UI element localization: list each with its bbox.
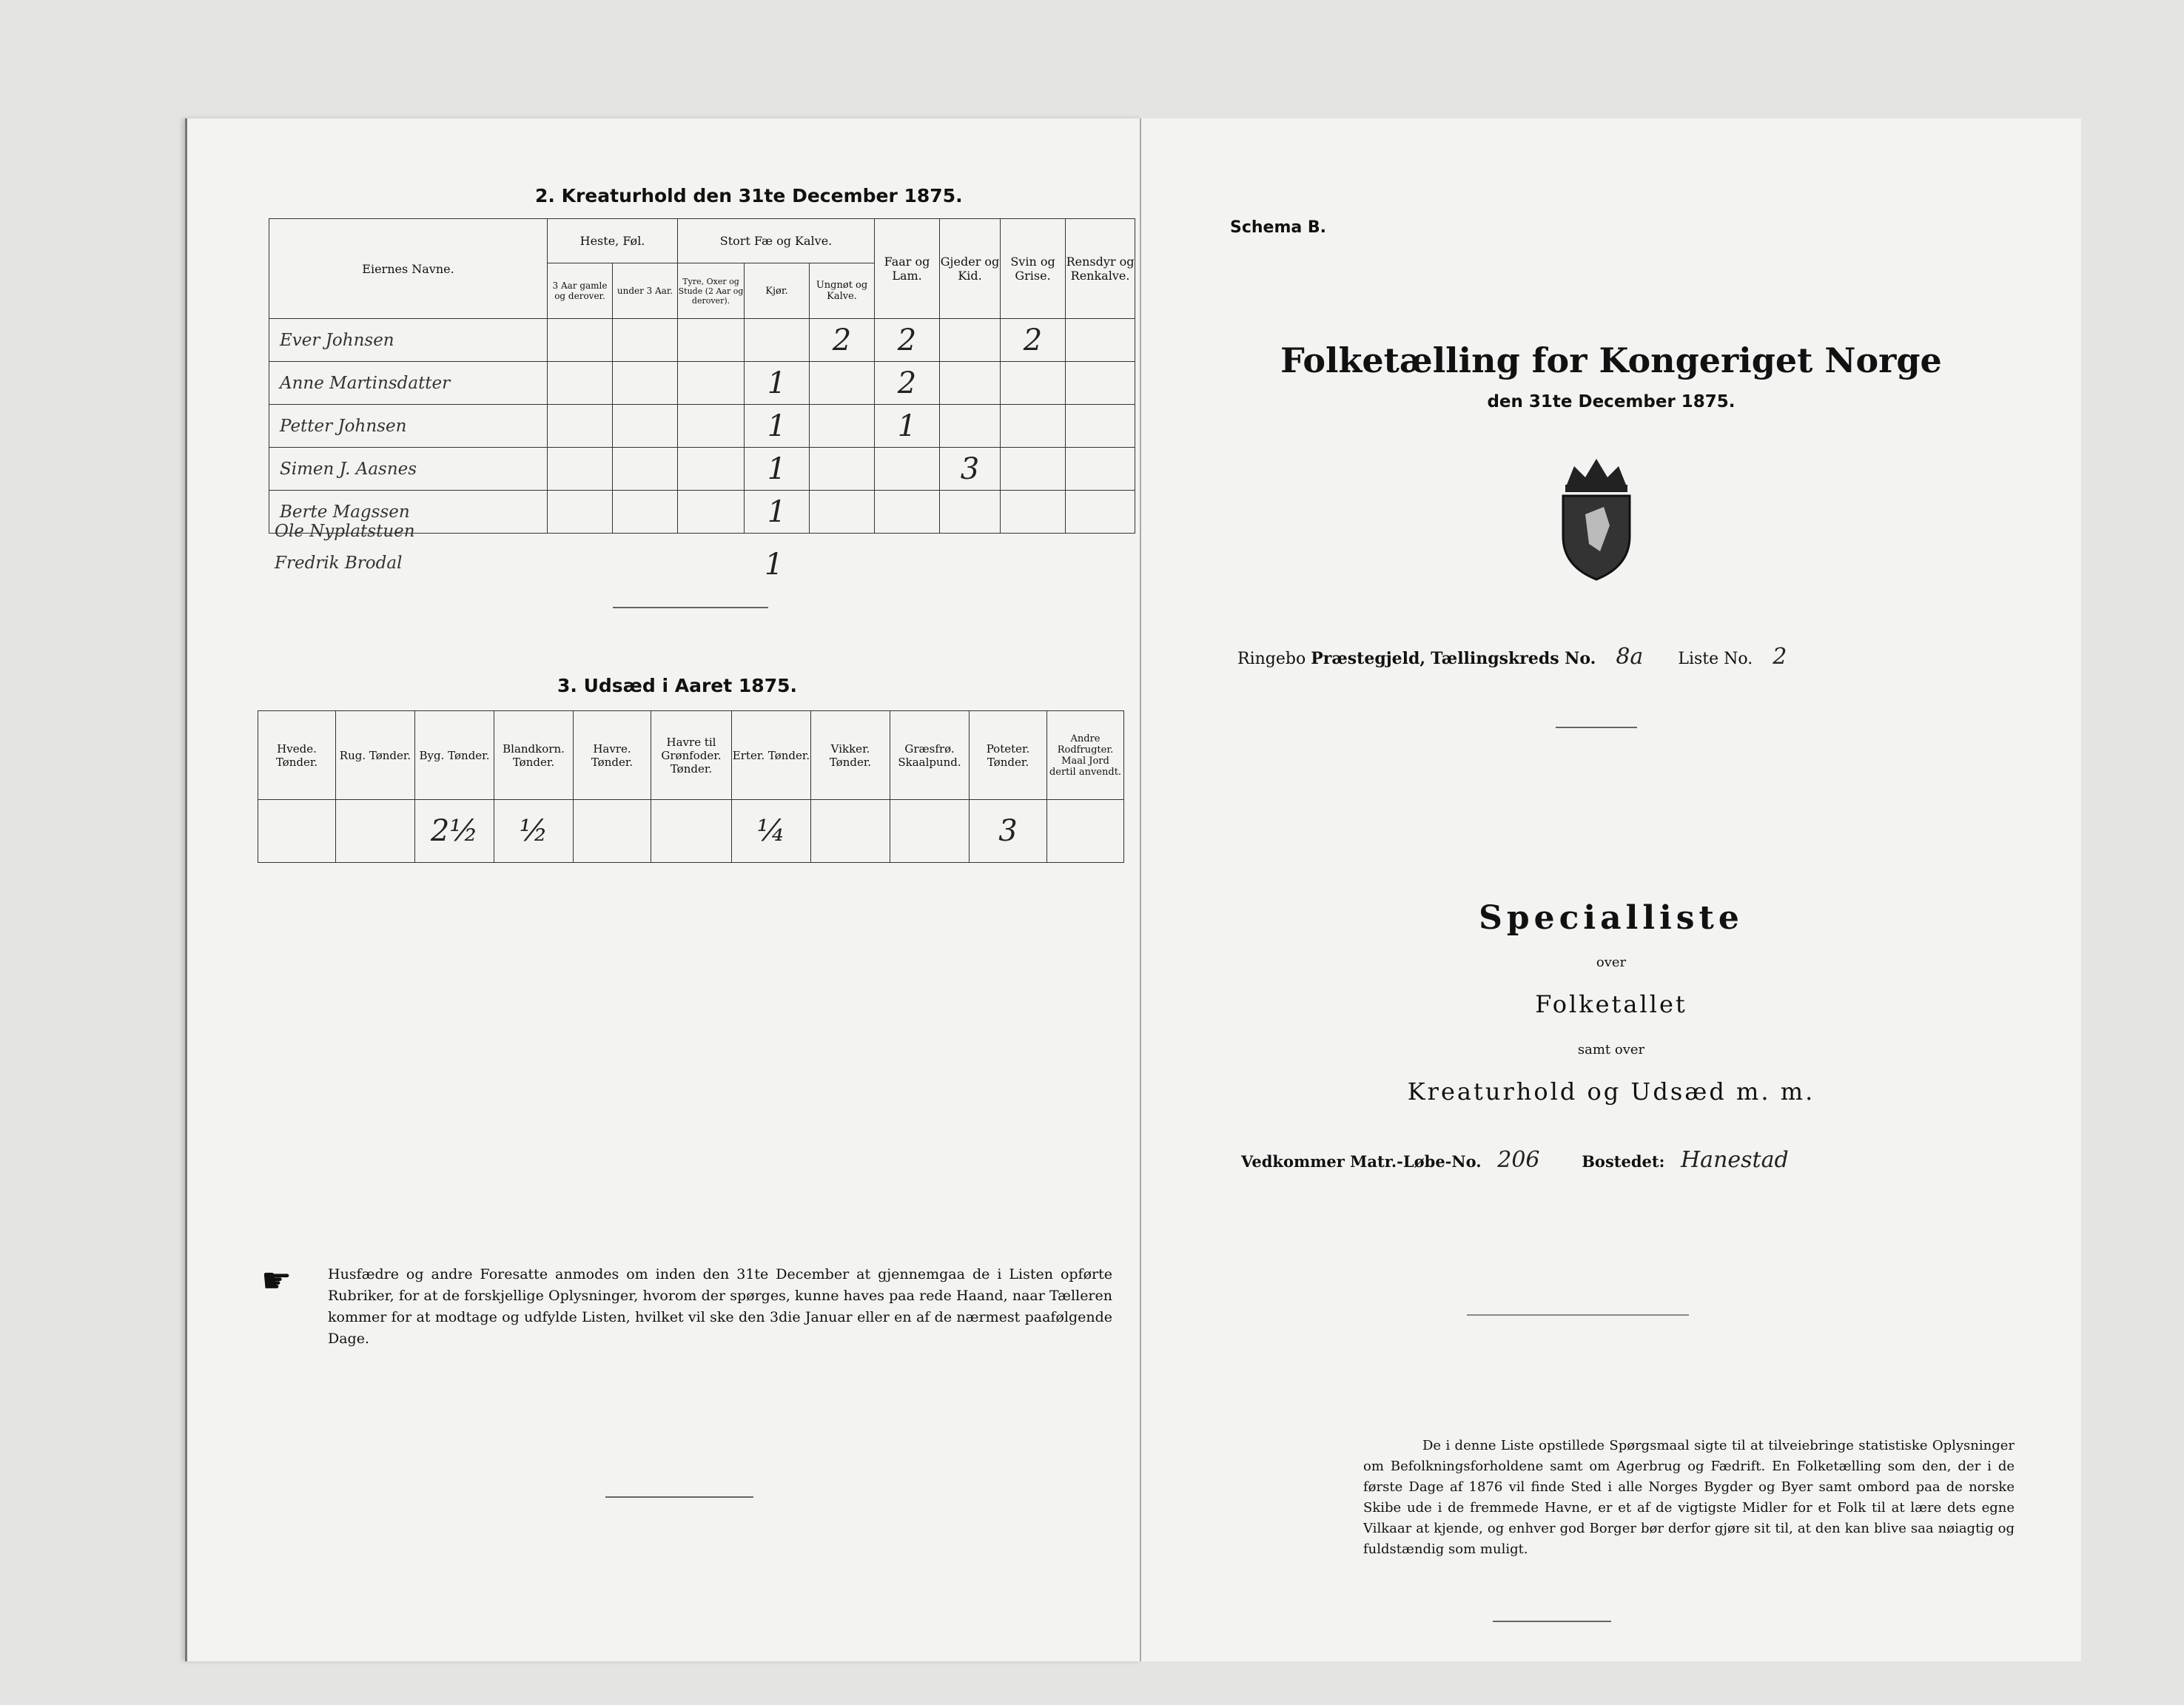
cell-reindeer <box>1066 362 1135 405</box>
divider-top <box>1556 727 1637 728</box>
cell-cows <box>745 319 810 362</box>
seed-value <box>336 800 415 863</box>
seed-header: Poteter. Tønder. <box>970 711 1047 800</box>
cell-reindeer <box>1066 491 1135 534</box>
header-horses-old: 3 Aar gamle og derover. <box>548 263 613 319</box>
divider-mid <box>1467 1314 1689 1316</box>
cell-horses-young <box>613 491 678 534</box>
cell-sheep: 2 <box>875 362 940 405</box>
cell-pigs <box>1001 362 1066 405</box>
cell-horses-young <box>613 362 678 405</box>
main-title: Folketælling for Kongeriget Norge <box>1280 340 1942 380</box>
cell-sheep <box>875 448 940 491</box>
header-cattle: Stort Fæ og Kalve. <box>678 219 875 263</box>
cell-pigs <box>1001 491 1066 534</box>
cell-horses-old <box>548 405 613 448</box>
parish-label: Ringebo <box>1237 650 1306 668</box>
cell-horses-young <box>613 405 678 448</box>
seed-value <box>811 800 890 863</box>
cell-cows: 1 <box>745 448 810 491</box>
cell-young-cattle <box>810 448 875 491</box>
matr-line <box>1241 1147 1789 1173</box>
livestock-table <box>269 218 1135 534</box>
seed-value: ½ <box>494 800 574 863</box>
table-row <box>269 448 1135 491</box>
district-label: Tællingskreds No. <box>1431 649 1596 668</box>
divider-bottom-right <box>1493 1621 1611 1622</box>
owner-name: Petter Johnsen <box>269 405 548 448</box>
seed-header: Byg. Tønder. <box>415 711 494 800</box>
seed-header: Hvede. Tønder. <box>258 711 336 800</box>
cell-horses-old <box>548 319 613 362</box>
cell-young-cattle <box>810 491 875 534</box>
samt-over-label: samt over <box>1577 1042 1645 1057</box>
cell-young-cattle: 2 <box>810 319 875 362</box>
cell-horses-young <box>613 319 678 362</box>
divider-bottom <box>605 1496 753 1498</box>
header-horses: Heste, Føl. <box>548 219 678 263</box>
seed-header: Havre. Tønder. <box>574 711 651 800</box>
owner-name: Simen J. Aasnes <box>269 448 548 491</box>
cell-cows: 1 <box>745 491 810 534</box>
bosted-label: Bostedet: <box>1582 1152 1665 1171</box>
matr-label: Vedkommer Matr.-Løbe-No. <box>1241 1152 1482 1171</box>
cell-pigs <box>1001 448 1066 491</box>
cell-goats <box>940 319 1001 362</box>
table-row <box>269 319 1135 362</box>
seed-value: ¼ <box>732 800 811 863</box>
coat-of-arms-icon <box>1552 455 1641 581</box>
extra-name-1: Ole Nyplatstuen <box>275 522 415 541</box>
cell-bulls <box>678 319 745 362</box>
cell-young-cattle <box>810 405 875 448</box>
prestegjeld-label: Præstegjeld, <box>1311 649 1426 668</box>
notice-text: Husfædre og andre Foresatte anmodes om inden den 31te December at gjennemgaa de i Listen opførte Rubriker, for at de forskjellige Oplysninger, hvorom der spørges, kunne haves paa rede Haand, naar Tælleren kommer for at modtage og udfylde Listen, hvilket vil ske den 3die Januar eller en af de nærmest paafølgende Dage. <box>328 1266 1112 1347</box>
header-owner: Eiernes Navne. <box>269 219 548 319</box>
seed-value <box>258 800 336 863</box>
header-pigs: Svin og Grise. <box>1001 219 1066 319</box>
seed-header: Rug. Tønder. <box>336 711 415 800</box>
table-row <box>269 362 1135 405</box>
cell-goats <box>940 362 1001 405</box>
main-date: den 31te December 1875. <box>1487 392 1736 411</box>
list-value: 2 <box>1773 644 1787 670</box>
cell-bulls <box>678 491 745 534</box>
schema-label: Schema B. <box>1230 218 1327 237</box>
seed-header: Græsfrø. Skaalpund. <box>890 711 970 800</box>
cell-pigs <box>1001 405 1066 448</box>
seed-header: Andre Rodfrugter. Maal Jord dertil anvendt. <box>1047 711 1124 800</box>
folketallet-label: Folketallet <box>1535 990 1687 1018</box>
cell-bulls <box>678 448 745 491</box>
header-young-cattle: Ungnøt og Kalve. <box>810 263 875 319</box>
info-text: De i denne Liste opstillede Spørgsmaal sigte til at tilveiebringe statistiske Oplysninger om Befolkningsforholdene samt om Agerbrug og Fædrift. En Folketælling som den, der i de første Dage af 1876 vil finde Sted i alle Norges Bygder og Byer samt ombord paa de norske Skibe ude i de fremmede Havne, er et af de vigtigste Midler for et Folk til at lære dets egne Vilkaar at kjende, og enhver god Borger bør derfor gjøre sit til, at den kan blive saa nøiagtig og fuldstændig som muligt. <box>1363 1438 2015 1557</box>
seed-header: Blandkorn. Tønder. <box>494 711 574 800</box>
header-goats: Gjeder og Kid. <box>940 219 1001 319</box>
seed-table <box>258 710 1124 863</box>
cell-sheep: 1 <box>875 405 940 448</box>
cell-sheep <box>875 491 940 534</box>
cell-cows: 1 <box>745 405 810 448</box>
extra-value: 1 <box>765 548 784 582</box>
section2-title: 2. Kreaturhold den 31te December 1875. <box>535 185 963 206</box>
cell-goats <box>940 405 1001 448</box>
table-row <box>269 405 1135 448</box>
seed-value: 2½ <box>415 800 494 863</box>
cell-horses-young <box>613 448 678 491</box>
cell-young-cattle <box>810 362 875 405</box>
seed-header: Erter. Tønder. <box>732 711 811 800</box>
cell-goats: 3 <box>940 448 1001 491</box>
cell-reindeer <box>1066 405 1135 448</box>
pointing-hand-icon: ☛ <box>261 1260 292 1300</box>
cell-pigs: 2 <box>1001 319 1066 362</box>
seed-header: Vikker. Tønder. <box>811 711 890 800</box>
seed-header: Havre til Grønfoder. Tønder. <box>651 711 732 800</box>
district-value: 8a <box>1616 644 1644 670</box>
owner-name: Ever Johnsen <box>269 319 548 362</box>
header-sheep: Faar og Lam. <box>875 219 940 319</box>
list-label: Liste No. <box>1678 650 1753 668</box>
cell-bulls <box>678 405 745 448</box>
kreatur-title: Kreaturhold og Udsæd m. m. <box>1407 1077 1815 1106</box>
matr-value: 206 <box>1497 1147 1540 1173</box>
cell-sheep: 2 <box>875 319 940 362</box>
section3-title: 3. Udsæd i Aaret 1875. <box>557 675 797 696</box>
header-bulls: Tyre, Oxer og Stude (2 Aar og derover). <box>678 263 745 319</box>
district-line <box>1237 644 1787 670</box>
cell-horses-old <box>548 491 613 534</box>
cell-goats <box>940 491 1001 534</box>
seed-value <box>890 800 970 863</box>
seed-value: 3 <box>970 800 1047 863</box>
seed-value <box>574 800 651 863</box>
cell-horses-old <box>548 448 613 491</box>
cell-reindeer <box>1066 319 1135 362</box>
right-page <box>1140 118 2081 1661</box>
seed-value <box>1047 800 1124 863</box>
cell-bulls <box>678 362 745 405</box>
extra-name-2: Fredrik Brodal <box>275 554 403 573</box>
over-label: over <box>1596 955 1627 970</box>
header-cows: Kjør. <box>745 263 810 319</box>
owner-name: Anne Martinsdatter <box>269 362 548 405</box>
special-title: Specialliste <box>1479 899 1744 937</box>
owner-name: Berte Magssen <box>269 491 548 534</box>
header-horses-young: under 3 Aar. <box>613 263 678 319</box>
left-page <box>185 118 1142 1661</box>
cell-reindeer <box>1066 448 1135 491</box>
bosted-value: Hanestad <box>1681 1147 1789 1173</box>
cell-cows: 1 <box>745 362 810 405</box>
seed-value <box>651 800 732 863</box>
header-reindeer: Rensdyr og Renkalve. <box>1066 219 1135 319</box>
divider <box>613 607 768 608</box>
cell-horses-old <box>548 362 613 405</box>
